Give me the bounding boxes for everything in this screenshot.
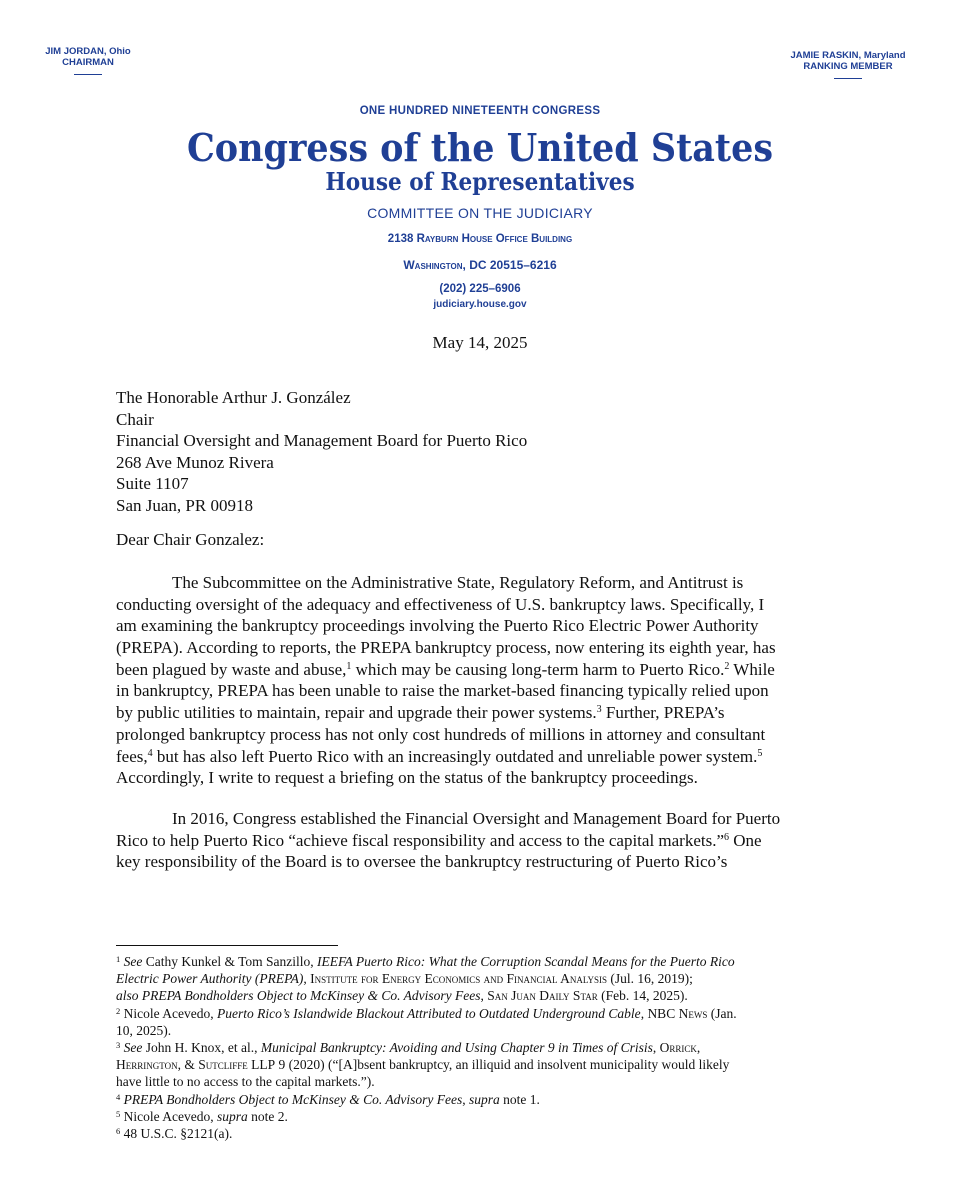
chairman-block bbox=[36, 46, 140, 75]
text-span: fees, bbox=[116, 746, 148, 766]
text-line: Accordingly, I write to request a briefing on the status of the bankruptcy proceedings. bbox=[116, 768, 698, 788]
footnote-5 bbox=[116, 1108, 856, 1125]
footnote-number: 4 bbox=[116, 1091, 121, 1102]
text-line bbox=[116, 830, 856, 852]
text-span: One bbox=[729, 830, 762, 850]
footnote-number: 1 bbox=[116, 954, 121, 964]
recipient-line: Financial Oversight and Management Board for Puerto Rico bbox=[116, 431, 528, 450]
text-line: key responsibility of the Board is to oversee the bankruptcy restructuring of Puerto Rico’s bbox=[116, 852, 728, 872]
text-span: , bbox=[652, 1040, 660, 1056]
footnote-divider bbox=[116, 945, 338, 946]
recipient-line: San Juan, PR 00918 bbox=[116, 495, 253, 515]
committee-name: COMMITTEE ON THE JUDICIARY bbox=[367, 205, 593, 221]
text-line: am examining the bankruptcy proceedings involving the Puerto Rico Electric Power Authority bbox=[116, 616, 759, 636]
publisher: Herrington, & Sutcliffe LLP bbox=[116, 1057, 276, 1073]
footnote-1-cont bbox=[116, 970, 856, 987]
publisher: San Juan Daily Star bbox=[487, 988, 598, 1004]
footnotes bbox=[116, 953, 856, 1142]
text-span: 9 (2020) (“[A]bsent bankruptcy, an illiquid and insolvent municipality would likely bbox=[275, 1057, 730, 1073]
footnote-ref: 2 bbox=[724, 660, 730, 672]
footnote-1-cont bbox=[116, 987, 856, 1004]
footnote-ref: 5 bbox=[757, 747, 763, 759]
text-line bbox=[116, 746, 856, 768]
chairman-title: CHAIRMAN bbox=[62, 57, 114, 68]
footnote-1 bbox=[116, 953, 856, 970]
footnote-3-cont: have little to no access to the capital markets.”). bbox=[116, 1074, 375, 1090]
text-span: Nicole Acevedo, bbox=[120, 1108, 217, 1124]
recipient-address bbox=[116, 387, 916, 516]
text-span: , bbox=[480, 988, 488, 1004]
text-line: The Subcommittee on the Administrative State, Regulatory Reform, and Antitrust is bbox=[172, 573, 744, 592]
footnote-number: 5 bbox=[116, 1108, 121, 1119]
paragraph-1 bbox=[116, 572, 856, 789]
text-line: (PREPA). According to reports, the PREPA bankruptcy process, now entering its eighth year, has bbox=[116, 638, 776, 658]
text-span: (Feb. 14, 2025). bbox=[597, 988, 688, 1004]
publisher: , Institute for Energy Economics and Financial Analysis bbox=[303, 971, 607, 987]
text-span: John H. Knox, et al., bbox=[142, 1040, 261, 1056]
text-line: prolonged bankruptcy process has not only cost hundreds of millions in attorney and consultant bbox=[116, 724, 766, 744]
recipient-line: Suite 1107 bbox=[116, 474, 189, 493]
congress-title: Congress of the United States bbox=[186, 125, 774, 170]
publisher: Orrick, bbox=[659, 1040, 701, 1056]
ranking-member-title: RANKING MEMBER bbox=[803, 61, 893, 72]
office-phone: (202) 225–6906 bbox=[439, 283, 521, 295]
letter-date: May 14, 2025 bbox=[432, 333, 528, 352]
text-span: which may be causing long-term harm to Puerto Rico. bbox=[351, 659, 725, 679]
divider bbox=[834, 78, 862, 79]
salutation: Dear Chair Gonzalez: bbox=[116, 530, 265, 549]
text-line bbox=[116, 702, 856, 724]
citation-title: Electric Power Authority (PREPA) bbox=[116, 971, 304, 987]
citation-title: Municipal Bankruptcy: Avoiding and Using Chapter 9 in Times of Crisis bbox=[260, 1040, 653, 1056]
text-span: Further, PREPA’s bbox=[601, 703, 725, 723]
congress-number: ONE HUNDRED NINETEENTH CONGRESS bbox=[359, 105, 601, 117]
signal: supra bbox=[468, 1091, 500, 1107]
office-city: Washington, DC 20515–6216 bbox=[403, 258, 557, 272]
signal: See bbox=[123, 954, 143, 969]
text-line: in bankruptcy, PREPA has been unable to raise the market-based financing typically relied upon bbox=[116, 681, 769, 701]
publisher: News bbox=[678, 1005, 708, 1021]
text-span: 48 U.S.C. §2121(a). bbox=[120, 1126, 233, 1142]
text-span: , NBC bbox=[640, 1005, 679, 1021]
citation-title: IEEFA Puerto Rico: What the Corruption Scandal Means for the Puerto Rico bbox=[317, 954, 735, 969]
text-span: Cathy Kunkel & Tom Sanzillo, bbox=[142, 954, 318, 969]
footnote-ref: 3 bbox=[596, 704, 602, 716]
footnote-3 bbox=[116, 1039, 856, 1056]
footnote-3-cont bbox=[116, 1056, 856, 1073]
ranking-member-block bbox=[782, 50, 914, 79]
footnote-number: 3 bbox=[116, 1040, 121, 1051]
recipient-line: Chair bbox=[116, 409, 154, 429]
citation-title: Puerto Rico’s Islandwide Blackout Attributed to Outdated Underground Cable bbox=[216, 1005, 641, 1021]
footnote-2-cont: 10, 2025). bbox=[116, 1022, 172, 1038]
website: judiciary.house.gov bbox=[433, 299, 527, 310]
signal: See bbox=[123, 1040, 143, 1056]
text-span: (Jan. bbox=[707, 1005, 737, 1021]
text-span: been plagued by waste and abuse, bbox=[116, 659, 347, 679]
text-span: Nicole Acevedo, bbox=[120, 1005, 217, 1021]
text-span: Rico to help Puerto Rico “achieve fiscal responsibility and access to the capital markets.” bbox=[116, 830, 725, 850]
text-line: In 2016, Congress established the Financial Oversight and Management Board for Puerto bbox=[172, 809, 781, 828]
text-span: note 1. bbox=[499, 1091, 540, 1107]
text-line bbox=[116, 659, 856, 681]
footnote-2 bbox=[116, 1005, 856, 1022]
chairman-name: JIM JORDAN, Ohio bbox=[45, 46, 131, 57]
office-address: 2138 Rayburn House Office Building bbox=[387, 233, 573, 245]
signal: supra bbox=[216, 1108, 248, 1124]
text-span: by public utilities to maintain, repair and upgrade their power systems. bbox=[116, 703, 597, 723]
text-span: note 2. bbox=[247, 1108, 288, 1124]
house-title: House of Representatives bbox=[325, 167, 635, 196]
footnote-ref: 6 bbox=[724, 831, 730, 843]
text-span: (Jul. 16, 2019); bbox=[606, 971, 693, 987]
paragraph-2 bbox=[116, 808, 856, 873]
citation-title: PREPA Bondholders Object to McKinsey & Co. Advisory Fees bbox=[123, 1091, 463, 1107]
text-span: While bbox=[729, 659, 775, 679]
text-span: but has also left Puerto Rico with an increasingly outdated and unreliable power system. bbox=[152, 746, 758, 766]
citation-title: also PREPA Bondholders Object to McKinsey & Co. Advisory Fees bbox=[116, 988, 481, 1004]
text-span: , bbox=[462, 1091, 469, 1107]
footnote-number: 2 bbox=[116, 1005, 121, 1016]
divider bbox=[74, 74, 102, 75]
recipient-line: 268 Ave Munoz Rivera bbox=[116, 452, 274, 472]
footnote-4 bbox=[116, 1091, 856, 1108]
ranking-member-name: JAMIE RASKIN, Maryland bbox=[790, 50, 906, 61]
text-line: conducting oversight of the adequacy and effectiveness of U.S. bankruptcy laws. Specifically, I bbox=[116, 594, 765, 614]
footnote-ref: 1 bbox=[346, 660, 352, 672]
footnote-number: 6 bbox=[116, 1126, 121, 1137]
recipient-line: The Honorable Arthur J. González bbox=[116, 388, 351, 407]
footnote-6 bbox=[116, 1125, 856, 1142]
footnote-ref: 4 bbox=[147, 747, 153, 759]
